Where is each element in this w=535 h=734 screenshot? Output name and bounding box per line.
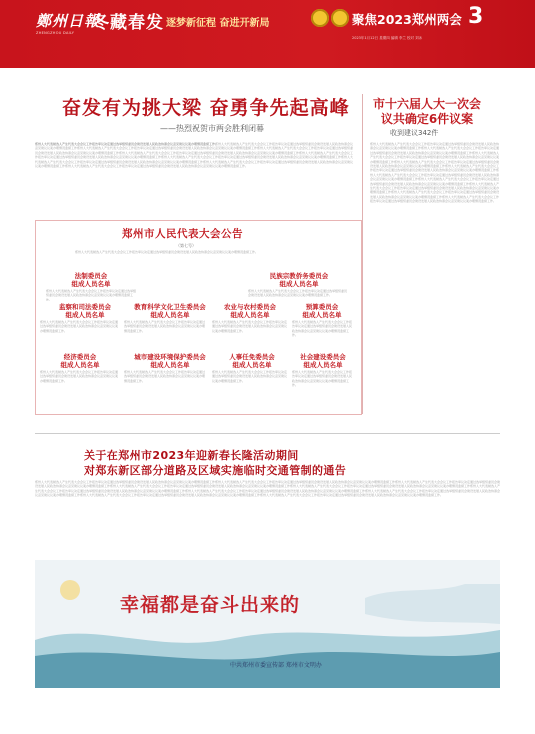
- notice-number: （第七号）: [176, 243, 196, 248]
- member-list: [124, 370, 206, 400]
- section-title: 聚焦2023郑州两会: [352, 12, 462, 27]
- notice-title: 郑州市人民代表大会公告: [122, 228, 243, 240]
- traffic-notice-title-line1: 关于在郑州市2023年迎新春长隆活动期间: [84, 449, 299, 462]
- lead-article-subtitle: ——热烈祝贺市两会胜利闭幕: [160, 124, 264, 133]
- group-title: 经济委员会 组成人员名单: [60, 353, 100, 369]
- member-list: [40, 320, 120, 348]
- national-emblem-icon: [311, 9, 329, 27]
- member-list: [40, 370, 120, 400]
- group-title: 法制委员会 组成人员名单: [71, 272, 111, 288]
- ad-slogan: 幸福都是奋斗出来的: [120, 594, 301, 616]
- member-list: [248, 289, 348, 301]
- group-title: 农业与农村委员会 组成人员名单: [224, 303, 276, 319]
- newspaper-masthead: 鄭州日報: [36, 12, 101, 30]
- traffic-notice-body: [35, 480, 500, 550]
- cppcc-emblem-icon: [331, 9, 349, 27]
- group-title: 民族宗教侨务委员会 组成人员名单: [269, 272, 329, 288]
- member-list: [292, 370, 352, 400]
- right-article-body: [370, 142, 500, 427]
- ad-sponsors: 中共郑州市委宣传部 郑州市文明办: [230, 662, 322, 669]
- notice-intro: [75, 250, 325, 270]
- page-number: 3: [468, 4, 484, 29]
- member-list: [46, 289, 136, 301]
- group-title: 预算委员会 组成人员名单: [302, 303, 342, 319]
- member-list: [292, 320, 352, 348]
- traffic-notice-title-line2: 对郑东新区部分道路及区域实施临时交通管制的通告: [84, 464, 347, 477]
- lead-article-text: [35, 142, 353, 216]
- group-title: 教育科学文化卫生委员会 组成人员名单: [134, 303, 206, 319]
- right-article-subtitle: 收到建议342件: [390, 129, 439, 137]
- member-list: [212, 370, 288, 400]
- group-title: 社会建设委员会 组成人员名单: [300, 353, 346, 369]
- header-banner: 冬藏春发: [92, 13, 164, 33]
- member-list: [124, 320, 206, 348]
- member-list: [212, 320, 288, 348]
- group-title: 城市建设环境保护委员会 组成人员名单: [134, 353, 206, 369]
- masthead-subtitle: ZHENGZHOU DAILY: [36, 31, 75, 35]
- group-title: 监察和司法委员会 组成人员名单: [59, 303, 111, 319]
- right-article-title: 市十六届人大一次会议共确定6件议案: [372, 97, 481, 126]
- date-line: 2023年1月12日 星期四 编辑 李兰 校对 刘冰: [352, 36, 423, 40]
- column-divider: [362, 94, 363, 414]
- group-title: 人事任免委员会 组成人员名单: [229, 353, 275, 369]
- header-banner-subtitle: 逐梦新征程 奋进开新局: [166, 18, 270, 29]
- lead-article-title: 奋发有为挑大梁 奋勇争先起高峰: [62, 97, 350, 119]
- section-divider: [35, 433, 500, 434]
